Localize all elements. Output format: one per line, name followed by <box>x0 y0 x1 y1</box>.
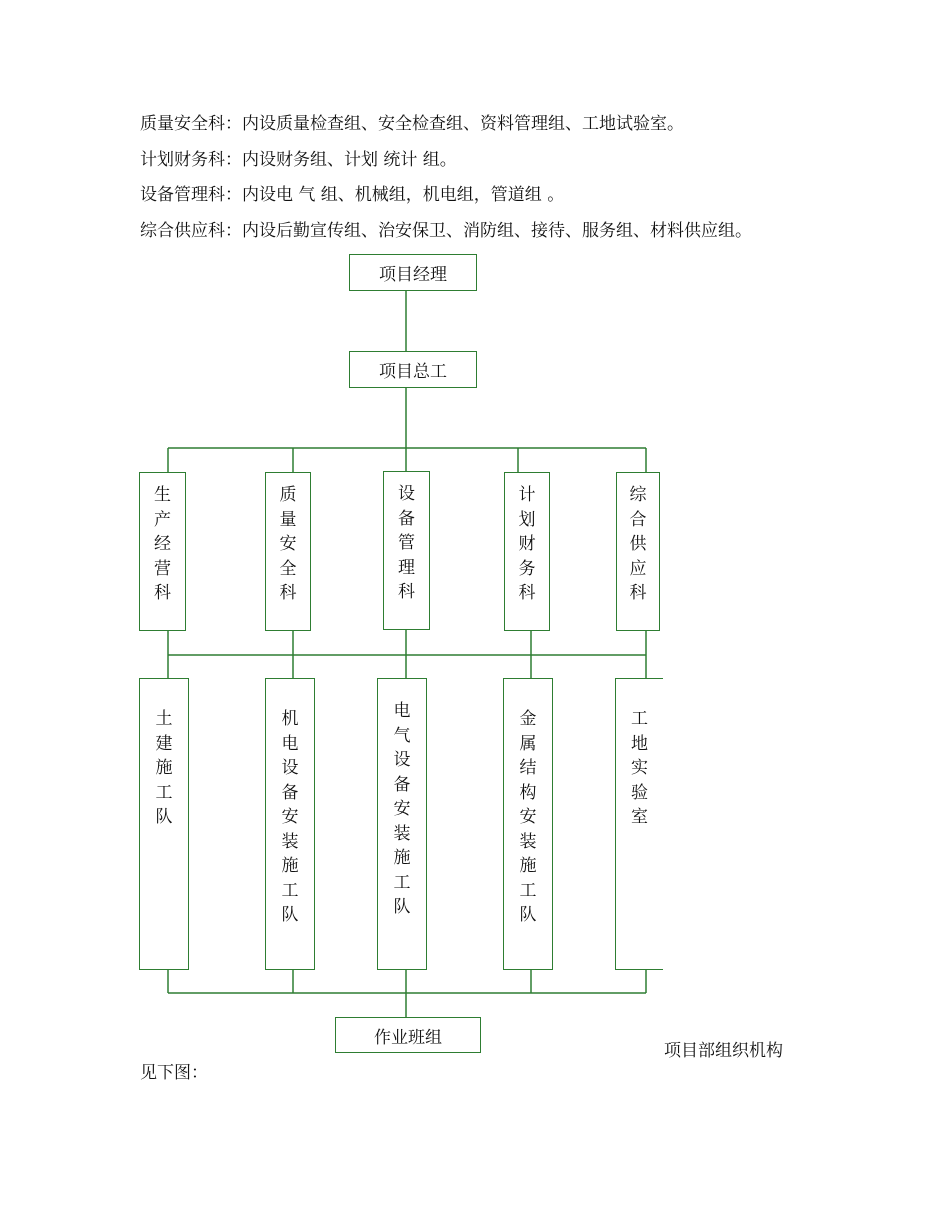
paragraph-quality-safety: 质量安全科：内设质量检查组、安全检查组、资料管理组、工地试验室。 <box>140 114 684 134</box>
team-label: 工 地 实 验 室 <box>631 709 648 827</box>
dept-quality-safety <box>265 472 311 631</box>
team-label: 金 属 结 构 安 装 施 工 队 <box>519 709 537 925</box>
team-electrical <box>377 678 427 970</box>
paragraph-planning-finance: 计划财务科：内设财务组、计划 统计 组。 <box>140 150 457 170</box>
team-label: 电 气 设 备 安 装 施 工 队 <box>393 701 411 917</box>
team-metal-structure <box>503 678 553 970</box>
box-chief-engineer: 项目总工 <box>349 351 477 388</box>
diagram-caption: 项目部组织机构 <box>664 1041 783 1061</box>
box-project-manager: 项目经理 <box>349 254 477 291</box>
team-label: 土 建 施 工 队 <box>155 709 173 827</box>
dept-label: 综 合 供 应 科 <box>629 485 647 603</box>
dept-production <box>139 472 186 631</box>
team-label: 机 电 设 备 安 装 施 工 队 <box>281 709 299 925</box>
paragraph-supply: 综合供应科：内设后勤宣传组、治安保卫、消防组、接待、服务组、材料供应组。 <box>140 221 752 241</box>
dept-equipment <box>383 471 430 630</box>
dept-label: 计 划 财 务 科 <box>518 485 536 603</box>
dept-supply <box>616 472 660 631</box>
team-civil <box>139 678 189 970</box>
team-mech-elec <box>265 678 315 970</box>
dept-label: 生 产 经 营 科 <box>154 485 171 603</box>
team-lab <box>615 678 663 970</box>
dept-planning-finance <box>504 472 550 631</box>
see-below-text: 见下图： <box>140 1063 208 1083</box>
dept-label: 质 量 安 全 科 <box>279 485 297 603</box>
dept-label: 设 备 管 理 科 <box>398 484 415 602</box>
paragraph-equipment: 设备管理科：内设电 气 组、机械组，机电组，管道组 。 <box>140 185 565 205</box>
box-work-group: 作业班组 <box>335 1017 481 1053</box>
